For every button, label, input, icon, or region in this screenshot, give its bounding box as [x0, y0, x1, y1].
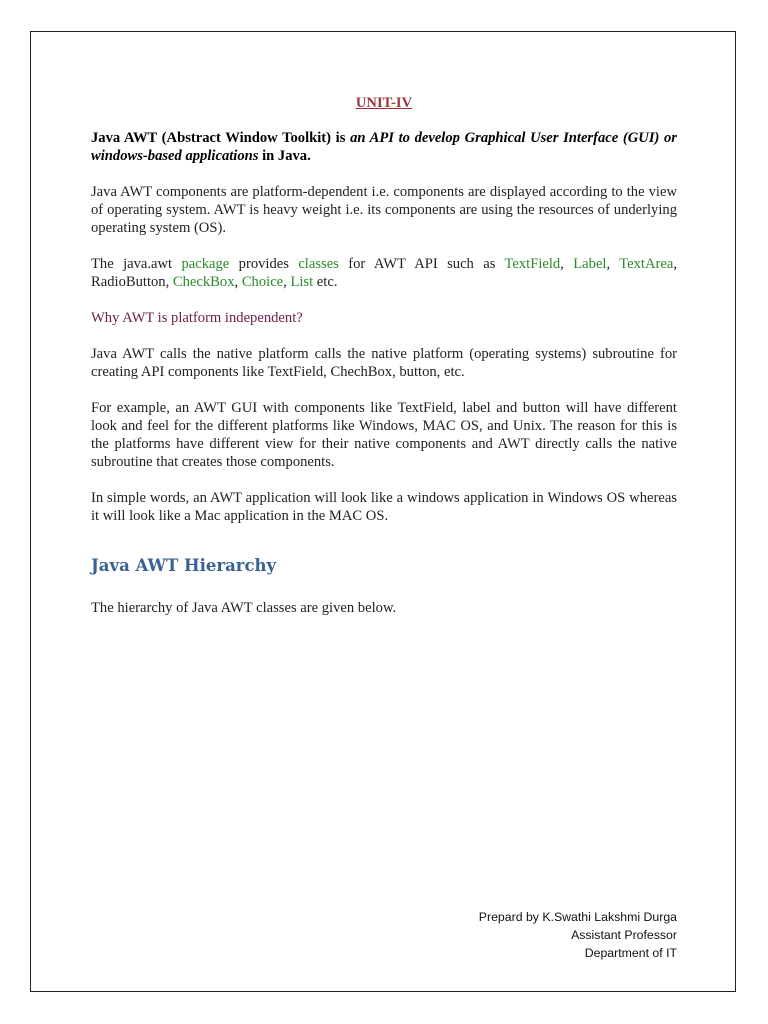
package-paragraph	[91, 255, 677, 291]
separator-1: ,	[560, 256, 574, 272]
separator-4: ,	[283, 274, 291, 290]
example-paragraph: For example, an AWT GUI with components like TextField, label and button will have different look and feel for the different platforms like Windows, MAC OS, and Unix. The reason for this is the platforms have different view for their native components and AWT directly calls the native subroutine that creates those components.	[91, 400, 677, 470]
separator-3: ,	[234, 274, 242, 290]
footer-department: Department of IT	[584, 946, 677, 960]
simple-words-paragraph: In simple words, an AWT application will look like a windows application in Windows OS whereas it will look like a Mac application in the MAC OS.	[91, 490, 677, 524]
question-heading: Why AWT is platform independent?	[91, 310, 303, 326]
footer-designation: Assistant Professor	[571, 928, 677, 942]
intro-lead: Java AWT (Abstract Window Toolkit) is	[91, 130, 351, 146]
footer-author: Prepard by K.Swathi Lakshmi Durga	[478, 910, 677, 924]
classes-link[interactable]: classes	[298, 256, 339, 272]
intro-tail: in Java.	[258, 148, 311, 164]
intro-paragraph	[91, 129, 677, 165]
native-paragraph: Java AWT calls the native platform calls the native platform (operating systems) subroutine for creating API components like TextField, ChechBox, button, etc.	[91, 346, 677, 380]
author-footer	[479, 908, 677, 962]
package-text-1: The java.awt	[91, 256, 182, 272]
document-body	[91, 94, 677, 635]
components-paragraph: Java AWT components are platform-dependent i.e. components are displayed according to the view of operating system. AWT is heavy weight i.e. its components are using the resources of underlying operating system (OS).	[91, 184, 677, 236]
textfield-link[interactable]: TextField	[504, 256, 561, 272]
list-link[interactable]: List	[290, 274, 314, 290]
separator-2: ,	[606, 256, 620, 272]
checkbox-link[interactable]: CheckBox	[172, 274, 235, 290]
intro-italic: an API to develop Graphical User Interface (GUI) or windows-based applications	[91, 130, 677, 164]
package-text-5: etc.	[313, 274, 338, 290]
unit-title: UNIT-IV	[355, 95, 413, 111]
hierarchy-paragraph: The hierarchy of Java AWT classes are given below.	[91, 600, 397, 616]
choice-link[interactable]: Choice	[241, 274, 284, 290]
package-text-2: provides	[229, 256, 299, 272]
textarea-link[interactable]: TextArea	[619, 256, 674, 272]
package-text-4: , RadioButton,	[91, 256, 677, 290]
package-link[interactable]: package	[181, 256, 230, 272]
hierarchy-heading: Java AWT Hierarchy	[91, 556, 277, 575]
package-text-3: for AWT API such as	[338, 256, 505, 272]
label-link[interactable]: Label	[573, 256, 607, 272]
